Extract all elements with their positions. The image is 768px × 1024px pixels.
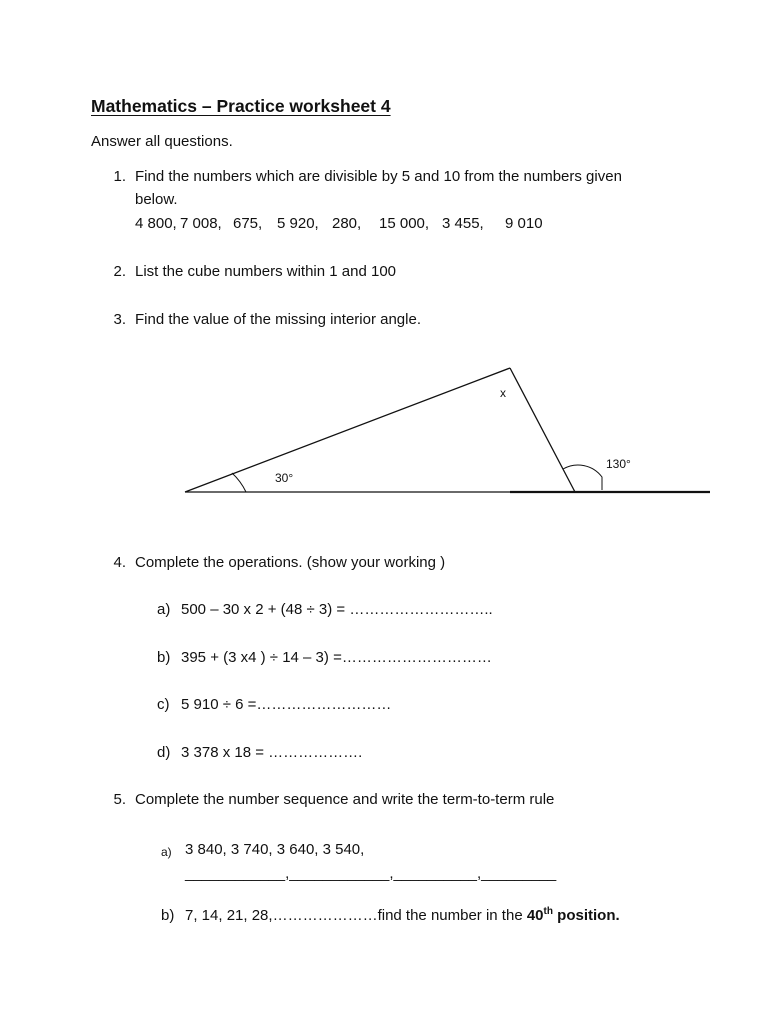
q1-number-item: 675,: [233, 215, 263, 232]
q1-number-item: 4 800,: [135, 215, 177, 232]
q1-text-line2: below.: [135, 191, 178, 208]
page-title: Mathematics – Practice worksheet 4: [91, 96, 391, 116]
angle-arc-130: [563, 465, 602, 490]
q4-text: Complete the operations. (show your working ): [135, 554, 446, 571]
q5-item-b-label: b): [161, 907, 175, 924]
q5-text: Complete the number sequence and write the term-to-term rule: [135, 791, 555, 808]
q5-item-b-position: [527, 907, 620, 924]
angle-label-30: 30°: [275, 471, 294, 485]
angle-label-x: x: [500, 386, 506, 400]
q1-number-item: 3 455,: [442, 215, 484, 232]
q1-number-item: 9 010: [505, 215, 543, 232]
q4-item-a-expression: 500 – 30 x 2 + (48 ÷ 3) = ………………………..: [181, 601, 493, 618]
position-word: position.: [557, 907, 620, 924]
q1-text-line1: Find the numbers which are divisible by 5 and 10 from the numbers given: [135, 168, 622, 185]
q5-item-a-sequence: 3 840, 3 740, 3 640, 3 540,: [185, 841, 365, 858]
q2-number: 2.: [113, 263, 126, 280]
q1-number-item: 5 920,: [277, 215, 319, 232]
q4-item-b-label: b): [157, 649, 171, 666]
q4-item-a-label: a): [157, 601, 171, 618]
q2-text: List the cube numbers within 1 and 100: [135, 263, 396, 280]
q1-number: 1.: [113, 168, 126, 185]
q4-item-d-label: d): [157, 744, 171, 761]
triangle-right-side: [510, 368, 575, 492]
angle-label-130: 130°: [606, 457, 631, 471]
q4-number: 4.: [113, 554, 126, 571]
position-number: 40: [526, 907, 544, 924]
q4-item-c-label: c): [157, 696, 170, 713]
q5-item-a-label: a): [161, 845, 172, 859]
q5-item-b-sequence: 7, 14, 21, 28,…………………find the number in the: [185, 907, 523, 924]
position-suffix: th: [543, 906, 553, 917]
q5-item-b-text: [185, 906, 620, 926]
q4-item-d-expression: 3 378 x 18 = ……………….: [181, 744, 363, 761]
q5-item-a-blanks: ____________,____________,__________,_________: [185, 865, 557, 882]
q1-number-item: 15 000,: [379, 215, 430, 232]
q4-item-c-expression: 5 910 ÷ 6 =………………………: [181, 696, 392, 713]
q1-number-item: 7 008,: [180, 215, 222, 232]
q1-number-item: 280,: [332, 215, 362, 232]
q5-number: 5.: [113, 791, 126, 808]
q3-text: Find the value of the missing interior angle.: [135, 311, 421, 328]
instruction: Answer all questions.: [91, 133, 233, 150]
angle-arc-30: [232, 473, 246, 492]
triangle-left-side: [185, 368, 510, 492]
q4-item-b-expression: 395 + (3 x4 ) ÷ 14 – 3) =…………………………: [181, 649, 492, 666]
q3-number: 3.: [113, 311, 126, 328]
